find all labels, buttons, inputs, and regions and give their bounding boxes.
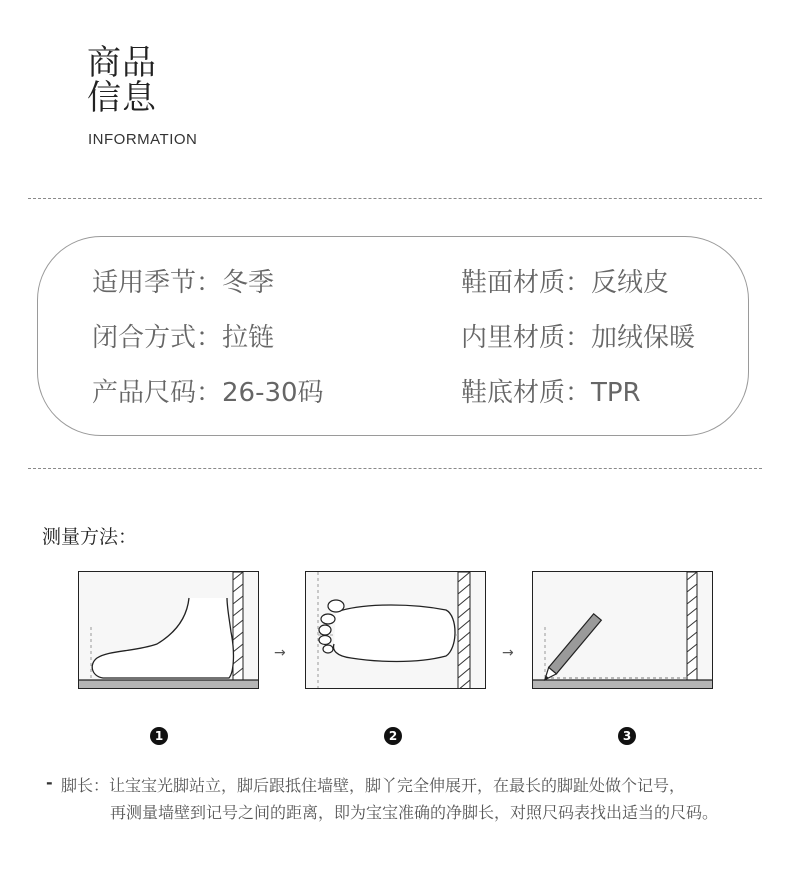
top-divider — [28, 198, 762, 199]
spec-upper-material: 鞋面材质：反绒皮 — [461, 268, 670, 298]
page-title-line2: 信息 — [87, 78, 157, 118]
page-subtitle: INFORMATION — [88, 131, 198, 148]
spec-sole: 鞋底材质：TPR — [461, 378, 641, 408]
middle-divider — [28, 468, 762, 469]
step-arrow-1: → — [274, 645, 286, 661]
spec-season: 适用季节：冬季 — [92, 268, 275, 298]
note-line-1: 脚长：让宝宝光脚站立，脚后跟抵住墙壁，脚丫完全伸展开，在最长的脚趾处做个记号， — [61, 776, 686, 795]
step-number-3: 3 — [618, 727, 636, 745]
step-number-1: 1 — [150, 727, 168, 745]
step-arrow-2: → — [502, 645, 514, 661]
measure-illustration-2 — [305, 571, 486, 689]
spec-lining: 内里材质：加绒保暖 — [461, 323, 696, 353]
spec-closure: 闭合方式：拉链 — [92, 323, 275, 353]
note-bullet: - — [46, 773, 53, 792]
measure-heading: 测量方法： — [42, 526, 138, 548]
note-line-2: 再测量墙壁到记号之间的距离，即为宝宝准确的净脚长，对照尺码表找出适当的尺码。 — [110, 803, 719, 822]
measure-illustration-3 — [532, 571, 713, 689]
step-number-2: 2 — [384, 727, 402, 745]
page-title-line1: 商品 — [87, 43, 157, 83]
measure-illustration-1 — [78, 571, 259, 689]
spec-size: 产品尺码：26-30码 — [92, 378, 324, 408]
